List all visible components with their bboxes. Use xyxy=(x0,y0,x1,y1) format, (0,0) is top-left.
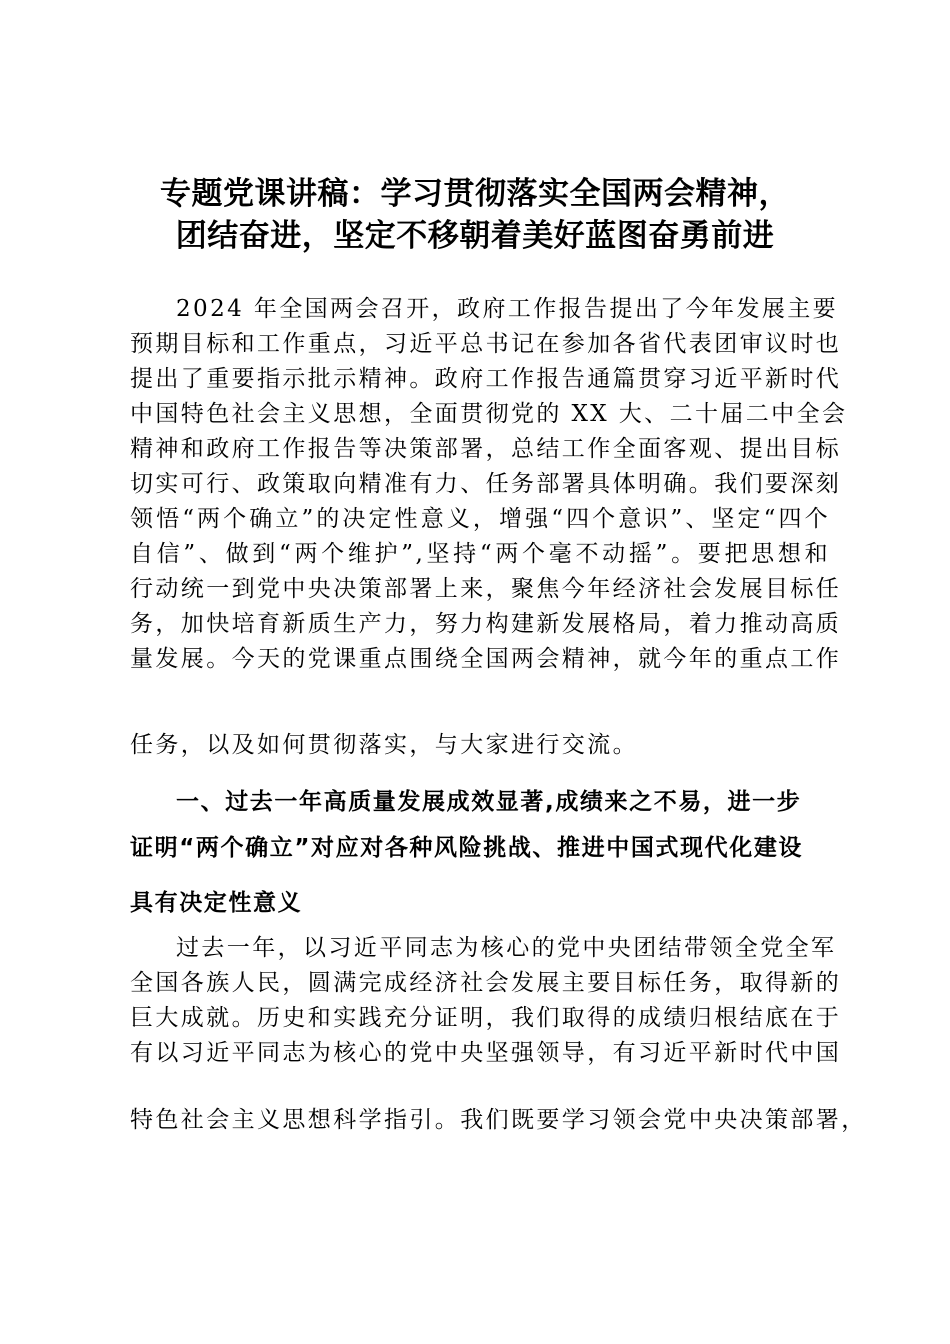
paragraph-line: 提出了重要指示批示精神。政府工作报告通篇贯穿习近平新时代 xyxy=(130,366,842,392)
intro-paragraph-end xyxy=(130,728,830,763)
paragraph-line: 务，加快培育新质生产力，努力构建新发展格局，着力推动高质 xyxy=(130,611,842,637)
section-1-paragraph xyxy=(130,931,842,1071)
paragraph-line: 有以习近平同志为核心的党中央坚强领导，有习近平新时代中国 xyxy=(130,1040,842,1066)
paragraph-line: 特色社会主义思想科学指引。我们既要学习领会党中央决策部署， xyxy=(130,1107,867,1133)
document-title-line-2: 团结奋进，坚定不移朝着美好蓝图奋勇前进 xyxy=(175,218,775,254)
paragraph-line: 全国各族人民，圆满完成经济社会发展主要目标任务，取得新的 xyxy=(130,970,842,996)
paragraph-line: 行动统一到党中央决策部署上来，聚焦今年经济社会发展目标任 xyxy=(130,576,842,602)
paragraph-line: 中国特色社会主义思想，全面贯彻党的 XX 大、二十届二中全会 xyxy=(130,401,848,427)
paragraph-line: 量发展。今天的党课重点围绕全国两会精神，就今年的重点工作 xyxy=(130,646,842,672)
intro-paragraph xyxy=(130,292,848,677)
paragraph-line: 精神和政府工作报告等决策部署，总结工作全面客观、提出目标 xyxy=(130,436,842,462)
section-1-paragraph-continued xyxy=(130,1103,867,1138)
heading-line: 具有决定性意义 xyxy=(130,890,303,916)
paragraph-line: 自信”、做到“两个维护”,坚持“两个毫不动摇”。要把思想和 xyxy=(130,541,830,567)
paragraph-line: 预期目标和工作重点，习近平总书记在参加各省代表团审议时也 xyxy=(130,331,842,357)
section-heading-1 xyxy=(130,780,830,926)
paragraph-line: 过去一年，以习近平同志为核心的党中央团结带领全党全军 xyxy=(176,935,837,961)
document-title-line-1: 专题党课讲稿：学习贯彻落实全国两会精神， xyxy=(160,176,790,212)
paragraph-line: 领悟“两个确立”的决定性意义，增强“四个意识”、坚定“四个 xyxy=(130,506,830,532)
paragraph-line: 切实可行、政策取向精准有力、任务部署具体明确。我们要深刻 xyxy=(130,471,842,497)
heading-line: 证明“两个确立”对应对各种风险挑战、推进中国式现代化建设 xyxy=(130,835,804,861)
paragraph-line: 巨大成就。历史和实践充分证明，我们取得的成绩归根结底在于 xyxy=(130,1005,842,1031)
paragraph-line: 任务，以及如何贯彻落实，与大家进行交流。 xyxy=(130,732,638,758)
paragraph-line: 2024 年全国两会召开，政府工作报告提出了今年发展主要 xyxy=(176,296,839,322)
heading-line: 一、过去一年高质量发展成效显著,成绩来之不易，进一步 xyxy=(176,789,802,815)
